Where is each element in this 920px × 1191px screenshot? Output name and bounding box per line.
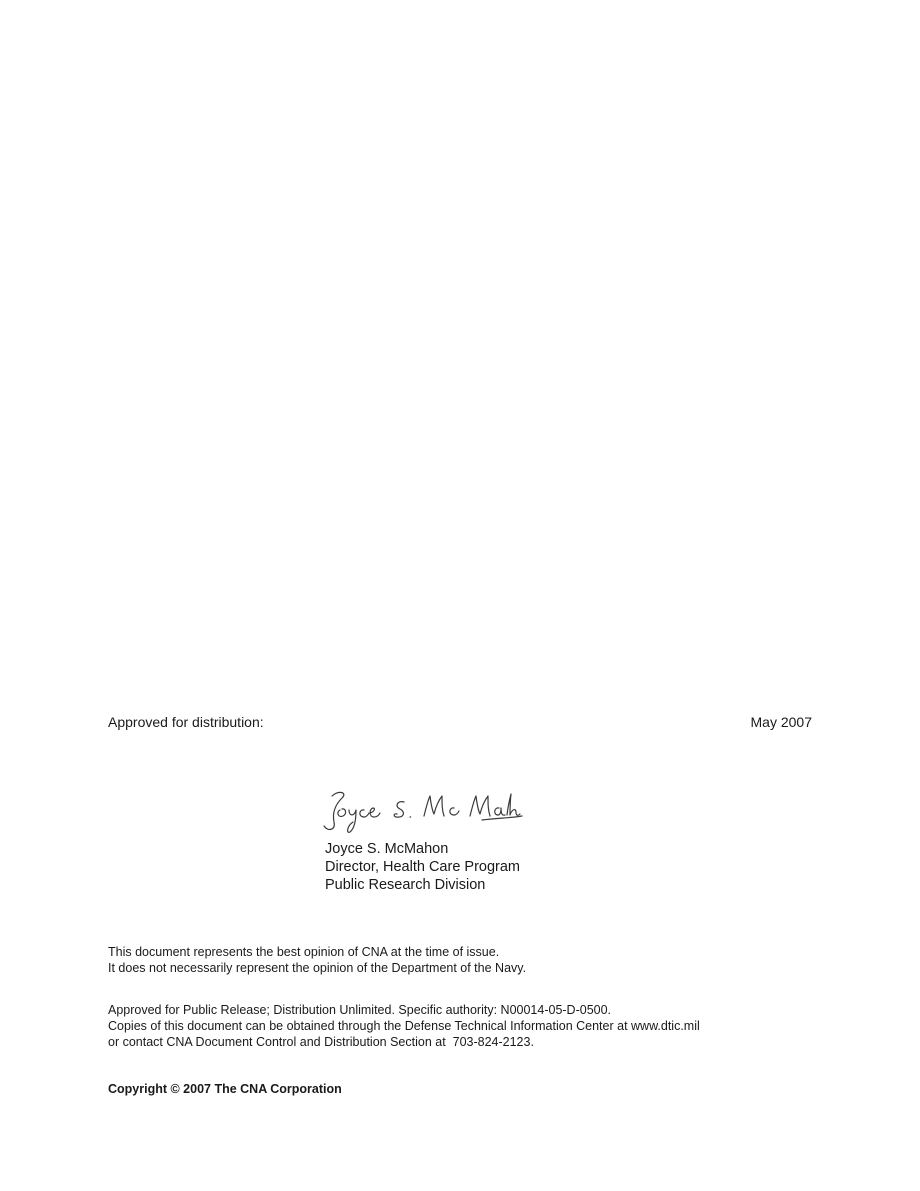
release-line: Approved for Public Release; Distribution Unlimited. Specific authority: N00014-05-D-0500. bbox=[108, 1003, 612, 1017]
approval-row bbox=[108, 714, 812, 731]
disclaimer-line: It does not necessarily represent the opinion of the Department of the Navy. bbox=[108, 961, 527, 975]
approval-label: Approved for distribution: bbox=[108, 714, 264, 730]
disclaimer bbox=[108, 944, 526, 976]
disclaimer-line: This document represents the best opinion of CNA at the time of issue. bbox=[108, 945, 500, 959]
release-line: Copies of this document can be obtained through the Defense Technical Information Center at www.dtic.mil bbox=[108, 1019, 700, 1033]
copyright-notice: Copyright © 2007 The CNA Corporation bbox=[108, 1082, 342, 1096]
signatory-name: Joyce S. McMahon bbox=[325, 841, 449, 857]
approval-date: May 2007 bbox=[750, 714, 812, 730]
release-statement bbox=[108, 1002, 700, 1050]
signatory-division: Public Research Division bbox=[325, 877, 486, 893]
signatory-block bbox=[325, 840, 520, 894]
handwritten-signature bbox=[318, 788, 523, 834]
signatory-title: Director, Health Care Program bbox=[325, 859, 521, 875]
release-line: or contact CNA Document Control and Distribution Section at 703-824-2123. bbox=[108, 1035, 534, 1049]
